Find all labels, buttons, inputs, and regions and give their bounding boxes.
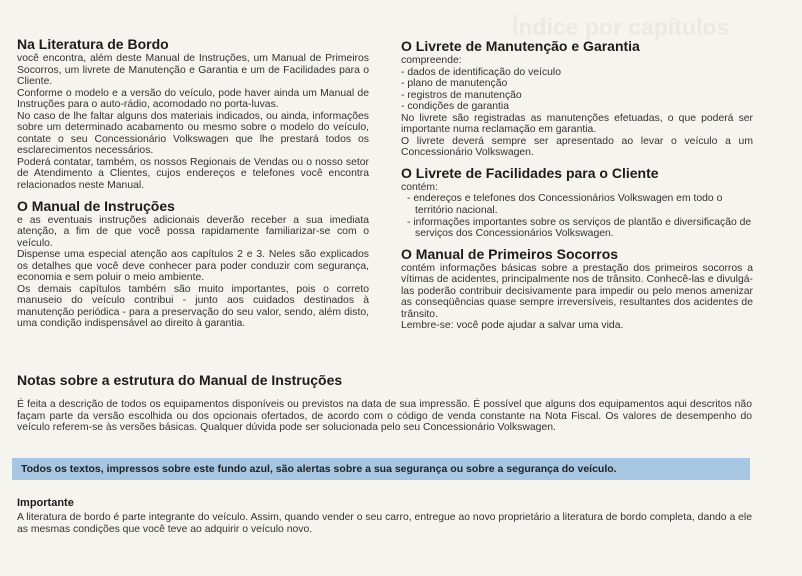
safety-alert-text: Todos os textos, impressos sobre este fundo azul, são alertas sobre a sua segurança ou sobre a segurança do veículo. [21, 463, 617, 475]
right-column [401, 38, 753, 338]
heading-primeiros-socorros: O Manual de Primeiros Socorros [401, 245, 619, 262]
list-item: - registros de manutenção [401, 89, 522, 101]
facilidades-list [401, 193, 753, 239]
section-livrete-manutencao [401, 38, 753, 159]
literatura-paragraph-1: você encontra, além deste Manual de Instruções, um Manual de Primeiros Socorros, um livrete de Manutenção e Garantia e um de Facilidades para o Cliente. [17, 53, 369, 88]
manutencao-intro: compreende: [401, 55, 462, 66]
manual-paragraph-3: Os demais capítulos também são muito importantes, pois o correto manuseio do veículo contribui - junto aos cuidados destinados à manutenção periódica - para a preservação do seu valor, sendo, além disto, uma condição indispensável ao direito à garantia. [17, 283, 369, 330]
literatura-paragraph-2: Conforme o modelo e a versão do veículo, pode haver ainda um Manual de Instruções para o auto-rádio, acomodado no porta-luvas. [17, 87, 369, 111]
list-item: - endereços e telefones dos Concessionários Volkswagen em todo o território nacional. [407, 193, 723, 217]
heading-manual-de-instrucoes: O Manual de Instruções [17, 197, 175, 214]
section-importante [17, 497, 752, 535]
faded-header-title: Índice por capítulos [512, 14, 730, 40]
safety-alert-banner [12, 458, 750, 480]
manual-paragraph-1: e as eventuais instruções adicionais deverão receber a sua imediata atenção, a fim de que você possa rapidamente familiarizar-se com o veículo. [17, 214, 369, 249]
manutencao-paragraph-1: No livrete são registradas as manutenções efetuadas, o que poderá ser importante numa reclamação em garantia. [401, 112, 753, 136]
left-column [17, 36, 369, 336]
heading-literatura-de-bordo: Na Literatura de Bordo [17, 36, 169, 52]
socorros-paragraph-1: contém informações básicas sobre a prestação dos primeiros socorros a vítimas de acidentes, principalmente nos de trânsito. Conhecê-las e divulgá-las poderão contribuir decisivamente para impedir ou pelo menos amenizar as conseqüências quase sempre irreversíveis, resultantes dos acidentes de trânsito. [401, 262, 753, 320]
list-item: - plano de manutenção [401, 78, 508, 90]
manual-paragraph-2: Dispense uma especial atenção aos capítulos 2 e 3. Neles são explicados os detalhes que você deve conhecer para poder conduzir com segurança, economia e sem poluir o meio ambiente. [17, 249, 369, 284]
heading-livrete-manutencao: O Livrete de Manutenção e Garantia [401, 38, 640, 54]
list-item: - informações importantes sobre os serviços de plantão e diversificação de serviços dos Concessionários Volkswagen. [407, 216, 752, 240]
literatura-paragraph-3: No caso de lhe faltar alguns dos materiais indicados, ou ainda, informações sobre um determinado acabamento ou mesmo sobre o modelo do veículo, contate o seu Concessionário Volkswagen que lhe prestará todos os esclarecimentos necessários. [17, 110, 369, 157]
section-primeiros-socorros [401, 246, 753, 332]
facilidades-intro: contém: [401, 181, 438, 193]
section-manual-de-instrucoes [17, 198, 369, 330]
heading-notas-estrutura: Notas sobre a estrutura do Manual de Instruções [17, 372, 343, 388]
notas-paragraph: É feita a descrição de todos os equipamentos disponíveis ou previstos na data de sua impressão. É possível que alguns dos equipamentos aqui descritos não façam parte da versão escolhida ou dos opcionais ofertados, de acordo com o código de venda constante na Nota Fiscal. Os valores de desempenho do veículo referem-se às versões básicas. Qualquer dúvida pode ser solucionada pelo seu Concessionário Volkswagen. [17, 399, 752, 434]
section-livrete-facilidades [401, 165, 753, 240]
literatura-paragraph-4: Poderá contatar, também, os nossos Regionais de Vendas ou o nosso setor de Atendimento a Clientes, cujos endereços e telefones você encontra relacionados neste Manual. [17, 156, 369, 192]
socorros-paragraph-2: Lembre-se: você pode ajudar a salvar uma vida. [401, 320, 624, 332]
section-literatura-de-bordo [17, 36, 369, 192]
section-notas-estrutura [17, 372, 752, 434]
manutencao-list [401, 67, 753, 113]
heading-livrete-facilidades: O Livrete de Facilidades para o Cliente [401, 164, 659, 181]
importante-paragraph: A literatura de bordo é parte integrante do veículo. Assim, quando vender o seu carro, entregue ao novo proprietário a literatura de bordo completa, dando a ele as mesmas condições que você teve ao adquirir o veículo novo. [17, 512, 752, 535]
list-item: - dados de identificação do veículo [401, 66, 562, 78]
list-item: - condições de garantia [401, 101, 510, 113]
manutencao-paragraph-2: O livrete deverá sempre ser apresentado ao levar o veículo a um Concessionário Volkswagen. [401, 135, 753, 159]
heading-importante: Importante [17, 497, 74, 509]
